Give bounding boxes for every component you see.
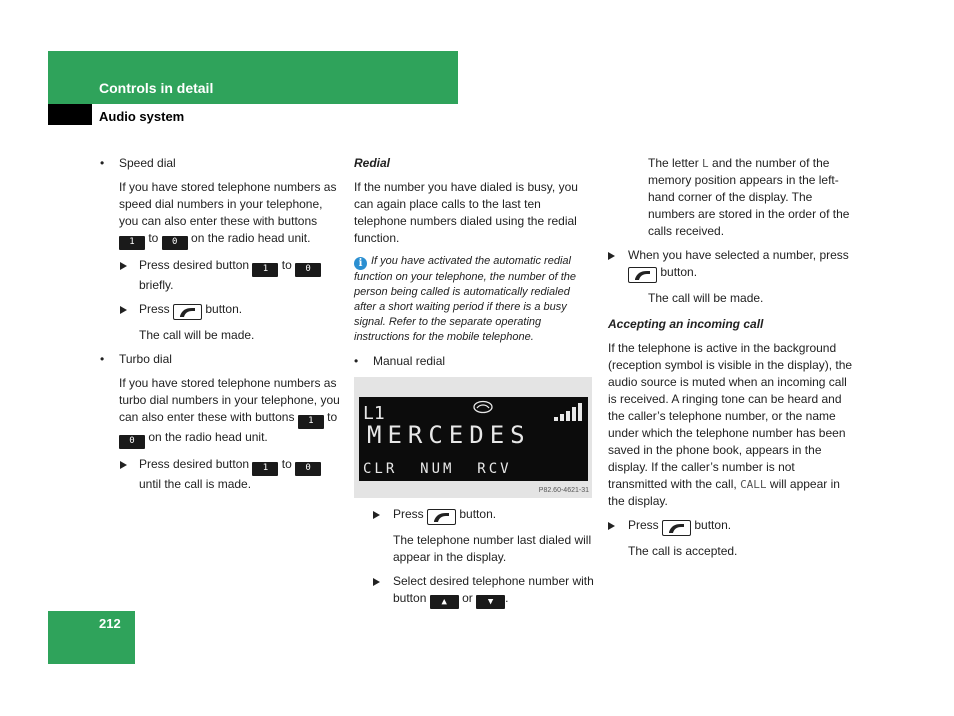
step-arrow-icon — [608, 252, 615, 260]
display-softkeys: CLR NUM RCV — [363, 461, 512, 477]
figure-caption: P82.60-4621-31 — [538, 487, 589, 494]
step-arrow-icon — [373, 578, 380, 586]
step-arrow-icon — [373, 511, 380, 519]
redial-step-3: When you have selected a number, press button. — [608, 247, 853, 283]
redial-intro: If the number you have dialed is busy, you can again place calls to the last ten telephone numbers dialed using the redial function. — [354, 180, 578, 245]
column-3 — [608, 155, 853, 567]
phone-send-icon — [427, 509, 456, 525]
key-1-icon: 1 — [298, 415, 324, 429]
redial-continued: The letter L and the number of the memory position appears in the left-hand corner of the display. The numbers are stored in the order of the calls received. — [648, 156, 850, 238]
phone-send-icon — [628, 267, 657, 283]
column-1 — [100, 155, 340, 500]
key-0-icon: 0 — [119, 435, 145, 449]
redial-step-2: Select desired telephone number with button ▲ or ▼ . — [373, 573, 594, 609]
redial-result-2: The call will be made. — [648, 291, 764, 305]
page-number-box — [48, 611, 135, 664]
key-0-icon: 0 — [162, 236, 188, 250]
key-0-icon: 0 — [295, 263, 321, 277]
incoming-call-result: The call is accepted. — [628, 544, 738, 558]
subsection-title: Audio system — [99, 109, 185, 124]
turbo-dial-step-1: Press desired button 1 to 0 until the call is made. — [100, 456, 340, 493]
step-arrow-icon — [120, 306, 127, 314]
speed-dial-result: The call will be made. — [139, 328, 255, 342]
speed-dial-step-1: Press desired button 1 to 0 briefly. — [100, 257, 340, 294]
display-phone-icon — [472, 400, 494, 414]
step-arrow-icon — [120, 461, 127, 469]
redial-step-1: Press button. — [373, 506, 594, 525]
section-title: Controls in detail — [99, 80, 214, 96]
incoming-call-heading: Accepting an incoming call — [608, 317, 764, 331]
key-1-icon: 1 — [252, 462, 278, 476]
display-signal-icon — [554, 403, 584, 421]
display-main-text: MERCEDES — [367, 421, 531, 449]
redial-result: The telephone number last dialed will appear in the display. — [393, 533, 592, 564]
turbo-dial-intro: If you have stored telephone numbers as turbo dial numbers in your telephone, you can also enter these with buttons 1 to 0 on the radio head unit. — [100, 375, 340, 449]
radio-display-figure — [354, 377, 592, 498]
speed-dial-intro: If you have stored telephone numbers as speed dial numbers in your telephone, you can also enter these with buttons 1 to 0 on the radio head unit. — [100, 179, 340, 250]
info-icon: i — [354, 257, 367, 270]
speed-dial-step-2: Press button. — [100, 301, 340, 320]
display-line1: L1 — [363, 403, 385, 424]
incoming-call-step: Press button. — [608, 517, 853, 536]
key-1-icon: 1 — [119, 236, 145, 250]
phone-send-icon — [662, 520, 691, 536]
subsection-marker — [48, 104, 92, 125]
arrow-up-key-icon: ▲ — [430, 595, 459, 609]
redial-heading: Redial — [354, 156, 391, 170]
key-0-icon: 0 — [295, 462, 321, 476]
bullet-manual-redial: • Manual redial — [354, 353, 594, 370]
radio-display — [359, 397, 588, 481]
bullet-speed-dial: • Speed dial — [100, 155, 340, 172]
page-number: 212 — [99, 616, 121, 631]
phone-send-icon — [173, 304, 202, 320]
column-2 — [354, 155, 594, 616]
step-arrow-icon — [608, 522, 615, 530]
bullet-turbo-dial: • Turbo dial — [100, 351, 340, 368]
key-1-icon: 1 — [252, 263, 278, 277]
step-arrow-icon — [120, 262, 127, 270]
redial-note: i If you have activated the automatic redial function on your telephone, the number of the person being called is automatically redialed after a short waiting period if there is a busy signal. Refer to the separate operating instructions for the mobile telephone. — [354, 255, 576, 343]
arrow-down-key-icon: ▼ — [476, 595, 505, 609]
incoming-call-intro: If the telephone is active in the background (reception symbol is visible in the display), the audio source is muted when an incoming call is received. A ringing tone can be heard and the caller’s telephone number, or the name under which the telephone number has been saved in the phone book, appears in the display. If the caller’s number is not transmitted with the call, CALL will appear in the display. — [608, 341, 853, 508]
